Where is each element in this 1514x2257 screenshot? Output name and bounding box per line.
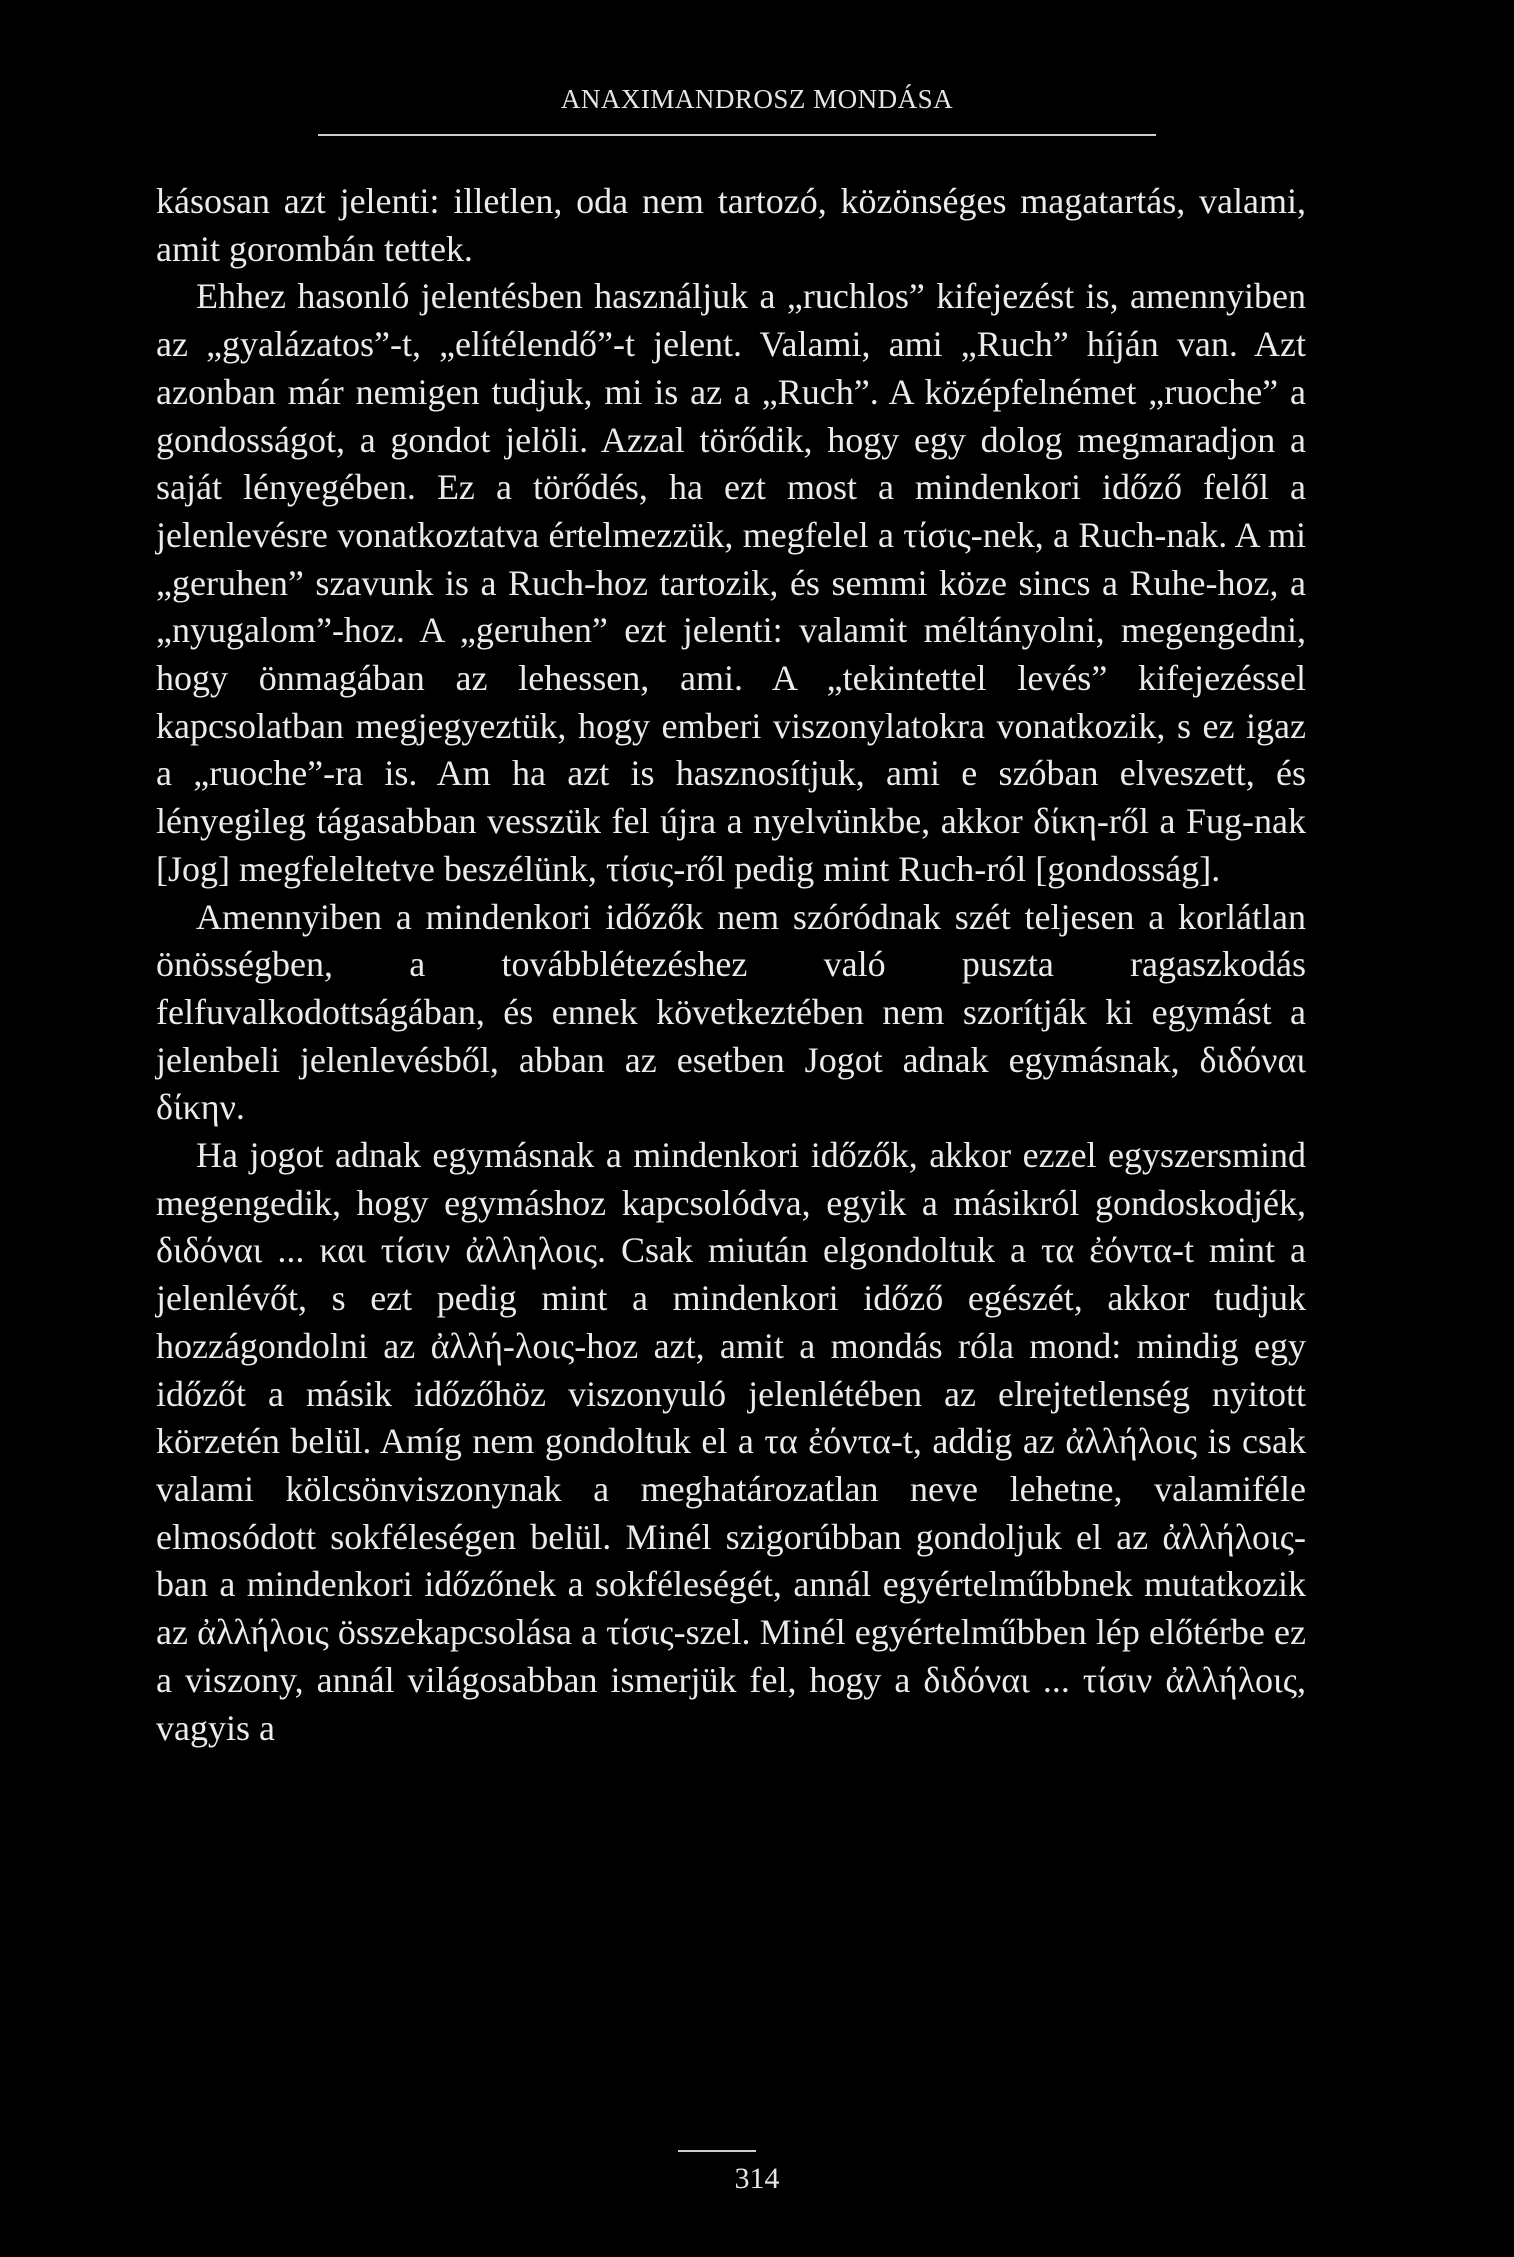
page-number: 314 (734, 2162, 780, 2195)
running-head: ANAXIMANDROSZ MONDÁSA (560, 84, 954, 114)
body-text (156, 178, 1306, 1752)
paragraph-4: Ha jogot adnak egymásnak a mindenkori időzők, akkor ezzel egyszersmind megengedik, hogy egymáshoz kapcsolódva, egyik a másikról gondoskodjék, διδόναι ... και τίσιν ἀλληλοις. Csak miután elgondoltuk a τα ἐόντα-t mint a jelenlévőt, s ezt pedig mint a mindenkori időző egészét, akkor tudjuk hozzágondolni az ἀλλή-λοις-hoz azt, amit a mondás róla mond: mindig egy időzőt a másik időzőhöz viszonyuló jelenlétében az elrejtetlenség nyitott körzetén belül. Amíg nem gondoltuk el a τα ἐόντα-t, addig az ἀλλήλοις is csak valami kölcsönviszonynak a meghatározatlan neve lehetne, valamiféle elmosódott sokféleségen belül. Minél szigorúbban gondoljuk el az ἀλλήλοις-ban a mindenkori időzőnek a sokféleségét, annál egyértelműbbnek mutatkozik az ἀλλήλοις összekapcsolása a τίσις-szel. Minél egyértelműbben lép előtérbe ez a viszony, annál világosabban ismerjük fel, hogy a διδόναι ... τίσιν ἀλλήλοις, vagyis a (156, 1135, 1306, 1748)
header-rule (318, 134, 1156, 136)
footer-rule (678, 2150, 756, 2152)
paragraph-3: Amennyiben a mindenkori időzők nem szóródnak szét teljesen a korlátlan önösségben, a továbblétezéshez való puszta ragaszkodás felfuvalkodottságában, és ennek következtében nem szorítják ki egymást a jelenbeli jelenlevésből, abban az esetben Jogot adnak egymásnak, διδόναι δίκην. (156, 896, 1306, 1128)
paragraph-1: kásosan azt jelenti: illetlen, oda nem tartozó, közönséges magatartás, valami, amit gorombán tettek. (156, 181, 1306, 269)
paragraph-2: Ehhez hasonló jelentésben használjuk a „ruchlos” kifejezést is, amennyiben az „gyalázatos”-t, „elítélendő”-t jelent. Valami, ami „Ruch” híján van. Azt azonban már nemigen tudjuk, mi is az a „Ruch”. A középfelnémet „ruoche” a gondosságot, a gondot jelöli. Azzal törődik, hogy egy dolog megmaradjon a saját lényegében. Ez a törődés, ha ezt most a mindenkori időző felől a jelenlevésre vonatkoztatva értelmezzük, megfelel a τίσις-nek, a Ruch-nak. A mi „geruhen” szavunk is a Ruch-hoz tartozik, és semmi köze sincs a Ruhe-hoz, a „nyugalom”-hoz. A „geruhen” ezt jelenti: valamit méltányolni, megengedni, hogy önmagában az lehessen, ami. A „tekintettel levés” kifejezéssel kapcsolatban megjegyeztük, hogy emberi viszonylatokra vonatkozik, s ez igaz a „ruoche”-ra is. Am ha azt is hasznosítjuk, ami e szóban elveszett, és lényegileg tágasabban vesszük fel újra a nyelvünkbe, akkor δίκη-ről a Fug-nak [Jog] megfeleltetve beszélünk, τίσις-ről pedig mint Ruch-ról [gondosság]. (156, 276, 1306, 889)
